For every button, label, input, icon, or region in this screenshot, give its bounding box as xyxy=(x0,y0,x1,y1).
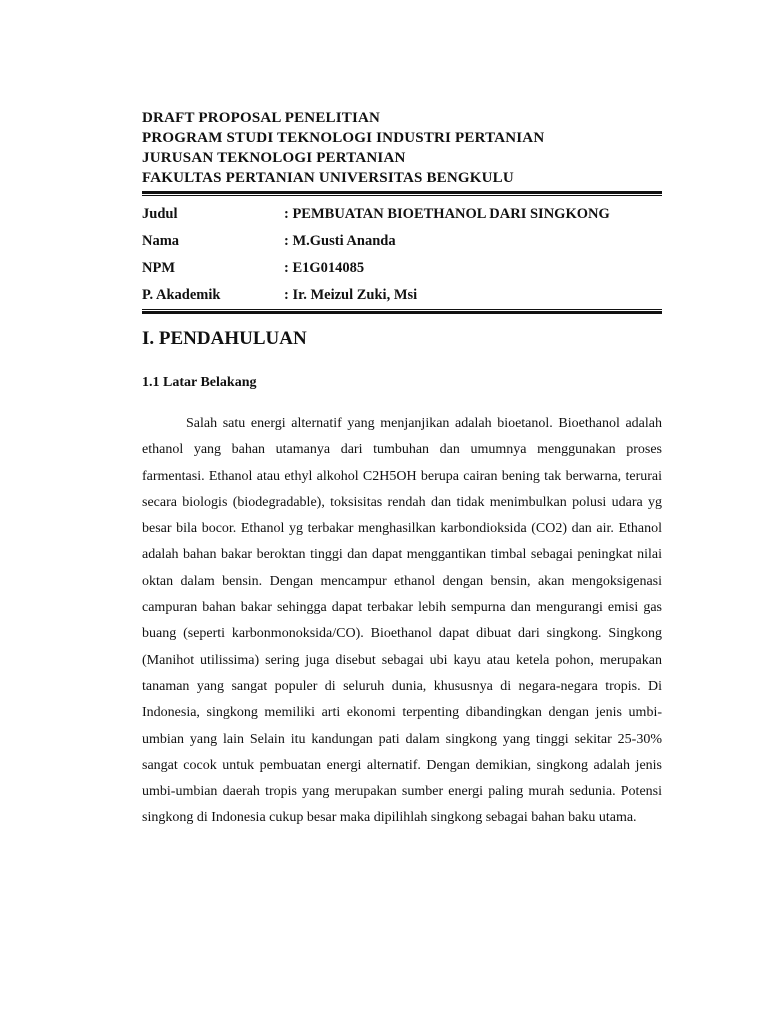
header-rule-thick xyxy=(142,191,662,194)
info-label: P. Akademik xyxy=(142,287,221,303)
info-row-judul xyxy=(142,201,662,228)
header-line-3: JURUSAN TEKNOLOGI PERTANIAN xyxy=(142,150,406,166)
document-page xyxy=(142,108,662,832)
info-rule-thin xyxy=(142,309,662,310)
info-label: Judul xyxy=(142,206,178,222)
section-title: I. PENDAHULUAN xyxy=(142,328,307,349)
header-rule-thin xyxy=(142,195,662,196)
subsection-title: 1.1 Latar Belakang xyxy=(142,375,257,390)
info-label: NPM xyxy=(142,260,176,276)
info-row-nama xyxy=(142,228,662,255)
info-value: : M.Gusti Ananda xyxy=(284,233,396,249)
info-row-npm xyxy=(142,255,662,282)
info-value: : Ir. Meizul Zuki, Msi xyxy=(284,287,418,303)
header-line-4: FAKULTAS PERTANIAN UNIVERSITAS BENGKULU xyxy=(142,170,514,186)
info-rule-thick xyxy=(142,311,662,314)
header-line-2: PROGRAM STUDI TEKNOLOGI INDUSTRI PERTANIAN xyxy=(142,130,545,146)
body-paragraph: Salah satu energi alternatif yang menjanjikan adalah bioetanol. Bioethanol adalah ethanol yang bahan utamanya dari tumbuhan dan umumnya menggunakan proses farmentasi. Ethanol atau ethyl alkohol C2H5OH berupa cairan bening tak berwarna, terurai secara biologis (biodegradable), toksisitas rendah dan tidak menimbulkan polusi udara yg besar bila bocor. Ethanol yg terbakar menghasilkan karbondioksida (CO2) dan air. Ethanol adalah bahan bakar beroktan tinggi dan dapat menggantikan timbal sebagai peningkat nilai oktan dalam bensin. Dengan mencampur ethanol dengan bensin, akan mengoksigenasi campuran bahan bakar sehingga dapat terbakar lebih sempurna dan mengurangi emisi gas buang (seperti karbonmonoksida/CO). Bioethanol dapat dibuat dari singkong. Singkong (Manihot utilissima) sering juga disebut sebagai ubi kayu atau ketela pohon, merupakan tanaman yang sangat populer di seluruh dunia, khususnya di negara-negara tropis. Di Indonesia, singkong memiliki arti ekonomi terpenting dibandingkan dengan jenis umbi-umbian yang lain Selain itu kandungan pati dalam singkong yang tinggi sekitar 25-30% sangat cocok untuk pembuatan energi alternatif. Dengan demikian, singkong adalah jenis umbi-umbian daerah tropis yang merupakan sumber energi paling murah sedunia. Potensi singkong di Indonesia cukup besar maka dipilihlah singkong sebagai bahan baku utama. xyxy=(142,416,662,826)
info-value: : E1G014085 xyxy=(284,260,365,276)
info-label: Nama xyxy=(142,233,180,249)
info-row-akademik xyxy=(142,282,662,309)
info-value: : PEMBUATAN BIOETHANOL DARI SINGKONG xyxy=(284,206,610,222)
info-table xyxy=(142,201,662,309)
header-line-1: DRAFT PROPOSAL PENELITIAN xyxy=(142,110,381,126)
